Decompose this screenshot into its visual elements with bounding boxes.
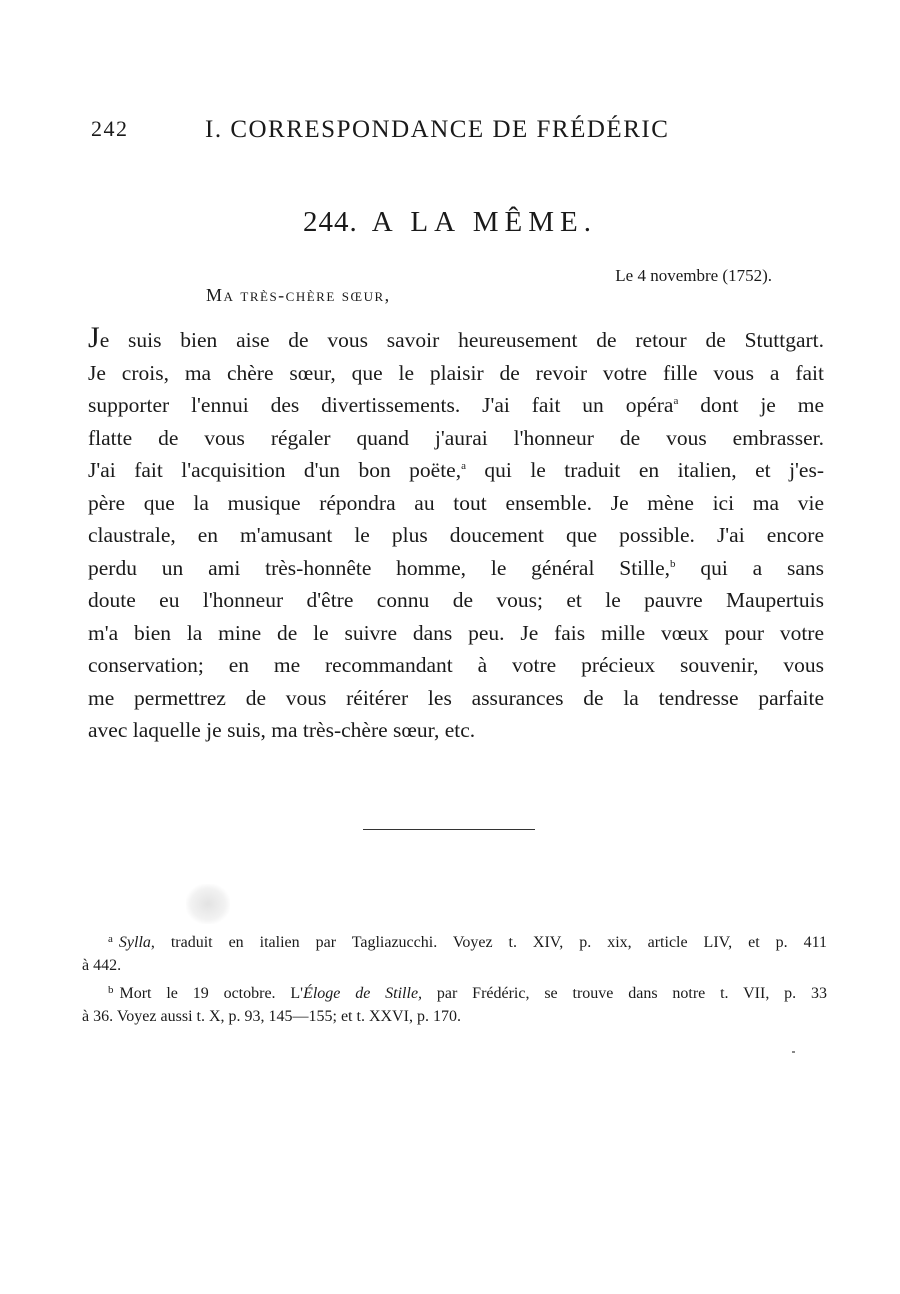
footnote-line [82,928,827,955]
letter-title [0,206,900,239]
footnote-text: Mort le 19 octobre. L' [119,985,304,1002]
body-text: me permettrez de vous réitérer les assurances de la tendresse parfaite [88,685,824,710]
footnote-text: à 442. [82,956,122,974]
body-text: claustrale, en m'amusant le plus doucement que possible. J'ai encore [88,523,824,547]
footnote-line [82,1006,827,1029]
footnote-line [82,979,827,1006]
body-line [88,422,824,455]
body-text: doute eu l'honneur d'être connu de vous; et le pauvre Maupertuis [88,588,824,612]
footnote-reference[interactable]: a [673,395,679,407]
body-text: père que la musique répondra au tout ensemble. Je mène ici ma vie [88,490,824,515]
body-line [88,454,824,487]
footnote-title: Sylla [118,934,151,951]
body-line [88,487,824,520]
body-text: qui le traduit en italien, et j'es- [465,458,824,482]
footnote-mark: b [108,984,114,996]
body-text: J'ai fait l'acquisition d'un bon poëte, [88,458,462,482]
footnotes [82,928,827,1030]
footnote-reference[interactable]: b [670,557,676,570]
body-line [88,519,824,552]
body-line [88,617,824,650]
footnote-line [82,955,827,978]
body-text: Je crois, ma chère sœur, que le plaisir de revoir votre fille vous a fait [88,360,824,385]
footnote-text: par Frédéric, se trouve dans notre t. VII, p. 33 [422,985,827,1002]
footnote [82,979,827,1028]
body-text: perdu un ami très-honnête homme, le général Stille, [88,555,671,580]
body-text: conservation; en me recommandant à votre précieux souvenir, vous [88,653,824,677]
body-text: e suis bien aise de vous savoir heureusement de retour de Stuttgart. [99,328,824,352]
body-line [88,389,824,422]
paper-smudge [186,884,230,924]
body-text: qui a sans [675,555,824,580]
body-line [88,714,824,747]
salutation: Ma très-chère sœur, [206,285,391,305]
footnote-text: , traduit en italien par Tagliazucchi. Voyez t. XIV, p. xix, article LIV, et p. 411 [150,934,827,951]
page-header [91,116,731,150]
running-head: I. CORRESPONDANCE DE FRÉDÉRIC [205,116,670,143]
body-text: dont je me [678,393,824,417]
page-number: 242 [91,116,129,141]
letter-heading: A LA MÊME. [371,206,597,238]
body-line [88,682,824,715]
body-text: m'a bien la mine de le suivre dans peu. Je fais mille vœux pour votre [88,620,824,645]
letter-body [88,322,824,747]
body-text: supporter l'ennui des divertissements. J'ai fait un opéra [88,393,674,417]
initial-letter: J [88,321,100,354]
footnote-title: Éloge de Stille, [303,985,423,1002]
body-text: flatte de vous régaler quand j'aurai l'honneur de vous embrasser. [88,425,824,450]
footnote-reference[interactable]: a [461,460,466,472]
footnote-mark: a [108,933,113,945]
letter-date: Le 4 novembre (1752). [615,266,772,285]
paper-speck [792,1051,795,1053]
body-line [88,357,824,390]
body-line [88,584,824,617]
body-line [88,552,824,585]
body-line [88,322,824,357]
body-text: avec laquelle je suis, ma très-chère sœur, etc. [88,718,476,742]
letter-number: 244. [303,206,358,238]
section-divider [363,829,535,830]
body-line [88,649,824,682]
footnote-text: à 36. Voyez aussi t. X, p. 93, 145—155; et t. XXVI, p. 170. [82,1007,461,1025]
footnote [82,928,827,977]
